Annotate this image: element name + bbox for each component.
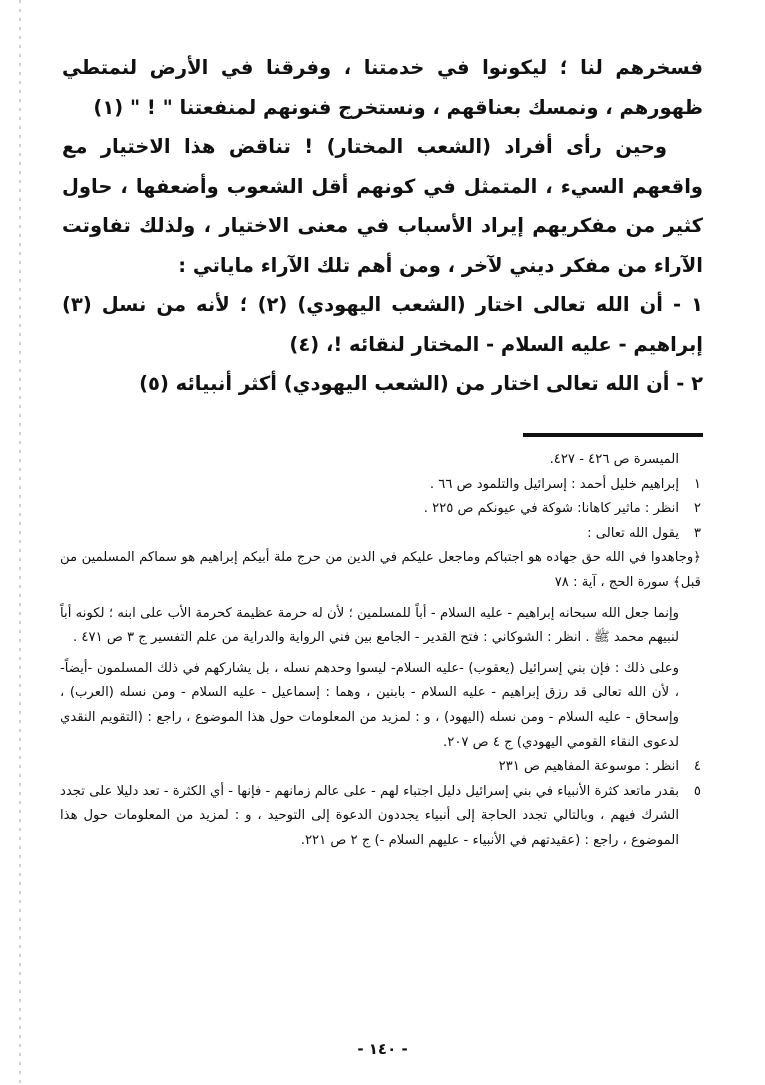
footnote-text: يقول الله تعالى : [587, 525, 679, 541]
footnote-4 [60, 755, 701, 780]
footnote-number: ٣ [693, 525, 701, 541]
footnote-text: إبراهيم خليل أحمد : إسرائيل والتلمود ص ٦٦ . [429, 476, 679, 492]
footnote-text: انظر : ماثير كاهانا: شوكة في عيونكم ص ٢٢٥ . [423, 501, 679, 517]
footnotes [60, 448, 701, 854]
main-text [62, 48, 703, 404]
footnote-3-paragraph-2: وإنما جعل الله سبحانه إبراهيم - عليه السلام - أباً للمسلمين ؛ لأن له حرمة عظيمة كحرمة الأب على ابنه ؛ لكونه أباً لنبيهم محمد ﷺ . انظر : الشوكاني : فتح القدير - الجامع بين فني الرواية والدراية من علم التفسير ج ٣ ص ٤٧١ . [60, 605, 679, 646]
footnote-3 [60, 522, 701, 547]
paragraph-2: وحين رأى أفراد (الشعب المختار) ! تناقض هذا الاختيار مع واقعهم السيء ، المتمثل في كونهم أقل الشعوب وأضعفها ، حاول كثير من مفكريهم إيراد الأسباب في معنى الاختيار ، ولذلك تفاوتت الآراء من مفكر ديني لآخر ، ومن أهم تلك الآراء ماياتي : [62, 135, 703, 277]
footnote-divider [523, 433, 703, 437]
page-number: - ١٤٠ - [357, 1040, 408, 1058]
footnote-number: ١ [693, 476, 701, 492]
scan-edge [19, 0, 21, 1085]
footnote-text: بقدر ماتعد كثرة الأنبياء في بني إسرائيل دليل اجتباء لهم - على عالم زمانهم - فإنها - أي الكثرة - تعد دليلا على تجدد الشرك فيهم ، وبالتالي تجدد الحاجة إلى أنبياء يجددون الدعوة إلى التوحيد ، و : لمزيد من المعلومات حول هذا الموضوع ، راجع : (عقيدتهم في الأنبياء - عليهم السلام -) ج ٢ ص ٢٢١. [60, 783, 679, 848]
footnote-5 [60, 780, 701, 854]
footnote-number: ٥ [693, 783, 701, 799]
footnote-3-paragraph-3: وعلى ذلك : فإن بني إسرائيل (يعقوب) -عليه السلام- ليسوا وحدهم نسله ، بل يشاركهم في ذلك المسلمون -أيضاً- ، لأن الله تعالى قد رزق إبراهيم - عليه السلام - بابنين ، وهما : إسماعيل - عليه السلام - ومن نسله (العرب) ، وإسحاق - عليه السلام - ومن نسله (اليهود) ، و : لمزيد من المعلومات حول هذا الموضوع ، راجع : (التقويم النقدي لدعوى النقاء القومي اليهودي) ج ٤ ص ٢٠٧. [60, 660, 679, 750]
list-item-1: ١ - أن الله تعالى اختار (الشعب اليهودي) (٢) ؛ لأنه من نسل (٣) إبراهيم - عليه السلام - المختار لنقائه !، (٤) [62, 293, 703, 356]
footnote-1 [60, 473, 701, 498]
paragraph-1: فسخرهم لنا ؛ ليكونوا في خدمتنا ، وفرقنا في الأرض لنمتطي ظهورهم ، ونمسك بعناقهم ، ونستخرج فنونهم لمنفعتنا " ! " (١) [62, 56, 703, 119]
list-item-2: ٢ - أن الله تعالى اختار من (الشعب اليهودي) أكثر أنبيائه (٥) [139, 372, 703, 395]
footnote-2 [60, 497, 701, 522]
footnote-text: انظر : موسوعة المفاهيم ص ٢٣١ [498, 759, 679, 775]
footnote-number: ٢ [693, 501, 701, 517]
footnote-number: ٤ [693, 759, 701, 775]
footnote-continuation: الميسرة ص ٤٢٦ - ٤٢٧. [549, 452, 679, 467]
quran-quote: ﴿وجاهدوا في الله حق جهاده هو اجتباكم وماجعل عليكم في الدين من حرج ملة أبيكم إبراهيم هو سماكم المسلمين من قبل﴾ سورة الحج ، آية : ٧٨ [60, 550, 701, 590]
